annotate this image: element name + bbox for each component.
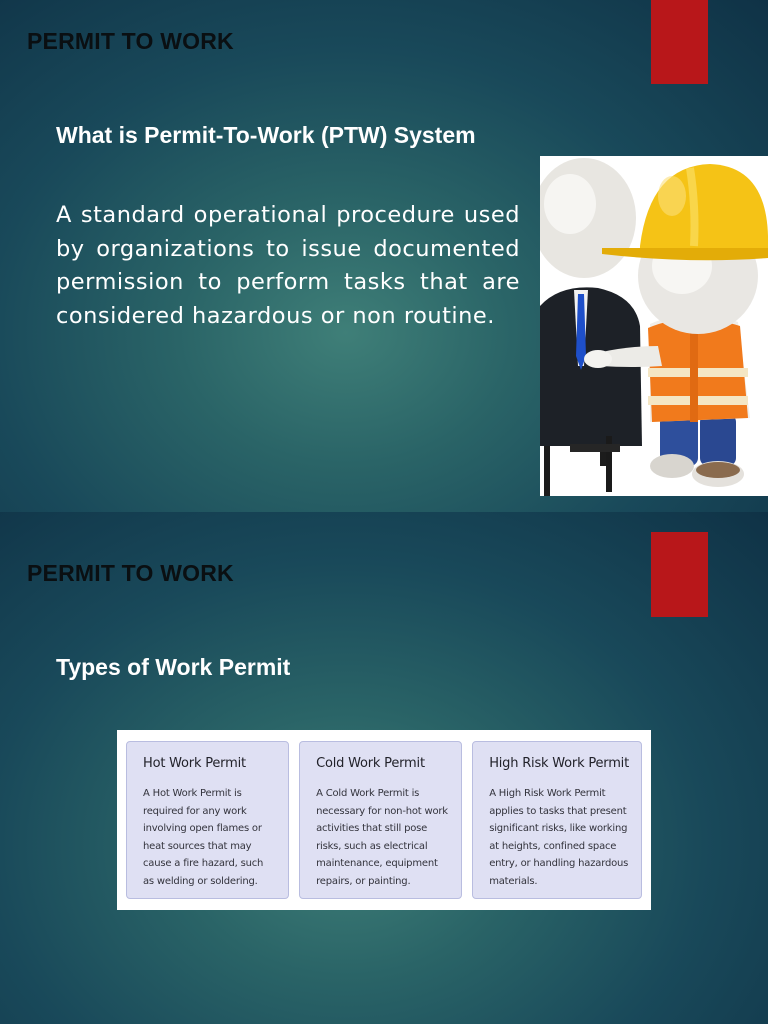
permit-card-title: Cold Work Permit [316, 756, 425, 771]
permit-card-hot-work [126, 741, 289, 899]
worker-illustration [540, 156, 768, 496]
permit-card-description: A Hot Work Permit is required for any work involving open flames or heat sources that may cause a fire hazard, such as welding or soldering. [143, 788, 264, 887]
permit-card-cold-work [299, 741, 462, 899]
slide-subtitle: What is Permit-To-Work (PTW) System [56, 122, 476, 148]
permit-types-panel [117, 730, 651, 910]
permit-card-title: Hot Work Permit [143, 756, 246, 771]
slide-title: PERMIT TO WORK [27, 28, 234, 54]
slide-title: PERMIT TO WORK [27, 560, 234, 586]
accent-bar [651, 532, 708, 617]
slide-subtitle: Types of Work Permit [56, 654, 291, 680]
permit-card-title: High Risk Work Permit [489, 756, 629, 771]
permit-card-high-risk [472, 741, 642, 899]
definition-text: A standard operational procedure used by organizations to issue documented permission to perform tasks that are considered hazardous or non routine. [56, 202, 520, 329]
slide-2 [0, 512, 768, 1024]
permit-cards [126, 741, 642, 899]
accent-bar [651, 0, 708, 84]
permit-card-description: A Cold Work Permit is necessary for non-hot work activities that still pose risks, such as electrical maintenance, equipment repairs, or painting. [316, 788, 448, 887]
permit-card-description: A High Risk Work Permit applies to tasks that present significant risks, like working at heights, confined space entry, or handling hazardous materials. [489, 788, 629, 887]
